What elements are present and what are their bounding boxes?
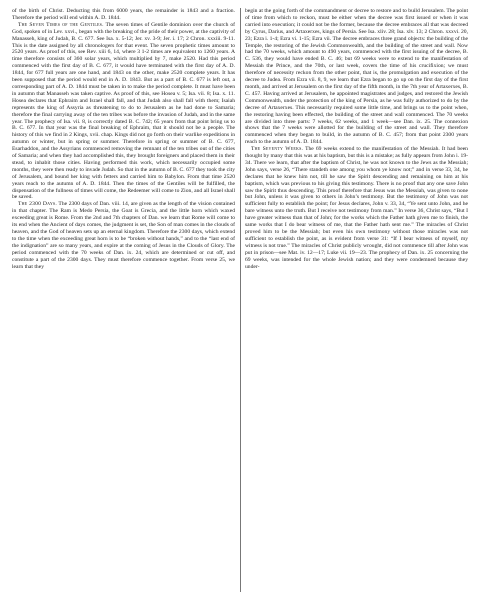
section-heading-seventy-weeks: The Seventy Weeks. bbox=[251, 146, 304, 153]
left-column-intro: of the birth of Christ. Deducting this from 6000 years, the remainder is 1843 and a fraction. Therefore the period will end within A. D. 1844. bbox=[12, 8, 235, 21]
section-seven-times bbox=[12, 22, 235, 202]
section-seventy-weeks bbox=[245, 146, 468, 270]
right-column-intro: begin at the going forth of the commandment or decree to restore and to build Jerusalem. The point of time from which to reckon, must be either when the decree was first issued or when it was carried into execution; it could not be the former, because the decree embraces all that was decreed by Cyrus, Darius, and Artaxerxes, kings of Persia. See Isa. xliv. 28; Isa. xlv. 13; 2 Chron. xxxvi. 20, 23; Ezra i. 1-4; Ezra vi. 1-15; Ezra vii. The decree embraces three grand objects: the building of the Temple, the restoring of the Jewish Commonwealth, and the building of the street and wall. Now had the 70 weeks, which amount to 490 years, commenced with the first issuing of the decree, B. C. 536, they would have ended B. C. 46; but 69 weeks were to extend to the manifestation of Messiah the Prince, and the 70th, or last week, covers the time of his crucifixion; we must therefore of necessity reckon from the other point, that is, the promulgation and execution of the decree to Judea. From Ezra vii. 8, 9, we learn that Ezra began to go up on the first day of the first month, and arrived at Jerusalem on the first day of the fifth month, in the 7th year of Artaxerxes, B. C. 457. Having arrived at Jerusalem, he appointed magistrates and judges, and restored the Jewish Commonwealth, under the protection of the king of Persia, as he was fully authorized to do by the decree of Artaxerxes. This necessarily required some little time, and brings us to the point when, the restoring having been effected, the building of the street and wall commenced. The 70 weeks are divided into three parts: 7 weeks, 62 weeks, and 1 week—see Dan. ix. 25. The connexion shows that the 7 weeks were allotted for the building of the street and wall. They therefore commenced when they began to build, in the autumn of B. C. 457; from that point 2300 years reach to the autumn of A. D. 1844. bbox=[245, 8, 468, 146]
text-columns bbox=[12, 8, 468, 592]
section-body-seventy-weeks: The 69 weeks extend to the manifestation of the Messiah. It had been thought by many that this was at his baptism, but this is a mistake; as fully appears from John i. 19-34. There we learn, that after the baptism of Christ, he was not known to the Jews as the Messiah; John says, verse 26, “There standeth one among you whom ye know not;” and in verse 33, 34, he declares that he knew him not, till he saw the Spirit descending and remaining on him at his baptism, which was previous to his giving this testimony. There is no proof that any one save John saw the Spirit thus descending. This proof therefore that Jesus was the Messiah, was given to none but John, unless it was given to others in John’s testimony. But the testimony of John was not sufficient fully to establish the point; for Jesus declares, John v. 33, 34, “Ye sent unto John, and he bare witness unto the truth. But I receive not testimony from man.” In verse 36, Christ says, “But I have greater witness than that of John; for the works which the Father hath given me to finish, the same works that I do bear witness of me, that the Father hath sent me.” The miracles of Christ proved him to be the Messiah; but even his own testimony without those miracles was not sufficient to establish the point, as is evident from verse 31: “If I bear witness of myself, my witness is not true.” The miracles of Christ publicly wrought, did not commence till after John was put in prison—see Mat. iv. 12—17; Luke vii. 19—23. The prophecy of Dan. ix. 25 concerning the 69 weeks, was intended for the whole Jewish nation; and they were condemned because they under- bbox=[245, 146, 468, 270]
section-body-seven-times: The seven times of Gentile dominion over the church of God, spoken of in Lev. xxvi., began with the breaking of the pride of their power, at the captivity of Manasseh, king of Judah, B. C. 677. See Isa. x. 5-12; Jer. xv. 3-9; Jer. i. 17; 2 Chron. xxxiii. 9-11. This is the date assigned by all chronologers for that event. The seven prophetic times amount to 2520 years. As proof of this, see Rev. xiii 6, 14, where 3 1-2 times are equivalent to 1260 years. A time therefore consists of 360 solar years, which multiplied by 7, make 2520. Had this period commenced with the first day of B. C. 677, it would have terminated with the first day of A. D. 1844, for 677 full years are one hand, and 1843 on the other, make 2520 complete years. It has been supposed that the period would end in A. D. 1843. But as a part of B. C. 677 is left out, a corresponding part of A. D. 1844 must be taken in to make the period complete. It must have been in autumn that Manasseh was taken captive. As proof of this, see Hosea v. 5; Isa. vii. 8; Isa. x. 11. Hosea declares that Ephraim and Israel shall fall, and that Judah also shall fall with them; Isaiah represents the king of Assyria as threatening to do to Jerusalem as he had done to Samaria; therefore the final carrying away of the ten tribes was before the invasion of Judah, and in the same year. The prophecy of Isa. vii. 8, is correctly dated B. C. 742; 65 years from that point bring us to B. C. 677. In that year was the final breaking of Ephraim, that it should not be a people. The history of this we find in 2 Kings, xvii. chap. Kings did not go forth on their warlike expeditions in autumn or winter, but in spring or summer. Therefore in spring or summer of B. C. 677, Esarhaddon, and the Assyrians commenced removing the remnant of the ten tribes out of the cities of Samaria; and when they had accomplished this, they brought foreigners and placed them in their stead, to inhabit those cities. Having performed this work, which necessarily occupied some months, they were then ready to invade Judah. So that in the autumn of B. C. 677 they took the city of Jerusalem, and bound her king with fetters and carried him to Babylon. From that time 2520 years reach to the autumn of A. D. 1844. Then the times of the Gentiles will be fulfilled, the dispensation of the fullness of times will come, the Redeemer will come to Zion, and all Israel shall be saved. bbox=[12, 21, 235, 201]
section-body-2300-days: The 2300 days of Dan. viii. 14, are given as the length of the vision contained in that chapter. The Ram is Medo Persia, the Goat is Grecia, and the little horn which waxed exceeding great is Rome. From the 2nd and 7th chapters of Dan. we learn that Rome will come to its end when the Ancient of days comes, the judgment is set, the Son of man comes in the clouds of heaven, and the God of heaven sets up an eternal kingdom. Therefore the 2300 days, which extend to the time when the exceeding great horn is to be “broken without hands,” and to the “last end of the indignation” are so many years, and expire at the coming of Jesus in the Clouds of Glory. The period commenced with the 70 weeks of Dan. ix. 24, which are determined or cut off, and constitute a part of the 2300 days. They must therefore commence together. From verse 25, we learn that they bbox=[12, 201, 235, 270]
section-2300-days bbox=[12, 201, 235, 270]
section-heading-2300-days: The 2300 Days. bbox=[18, 201, 57, 208]
left-column bbox=[12, 8, 241, 592]
section-heading-seven-times: The Seven Times of the Gentiles. bbox=[18, 21, 104, 28]
right-column bbox=[243, 8, 468, 592]
